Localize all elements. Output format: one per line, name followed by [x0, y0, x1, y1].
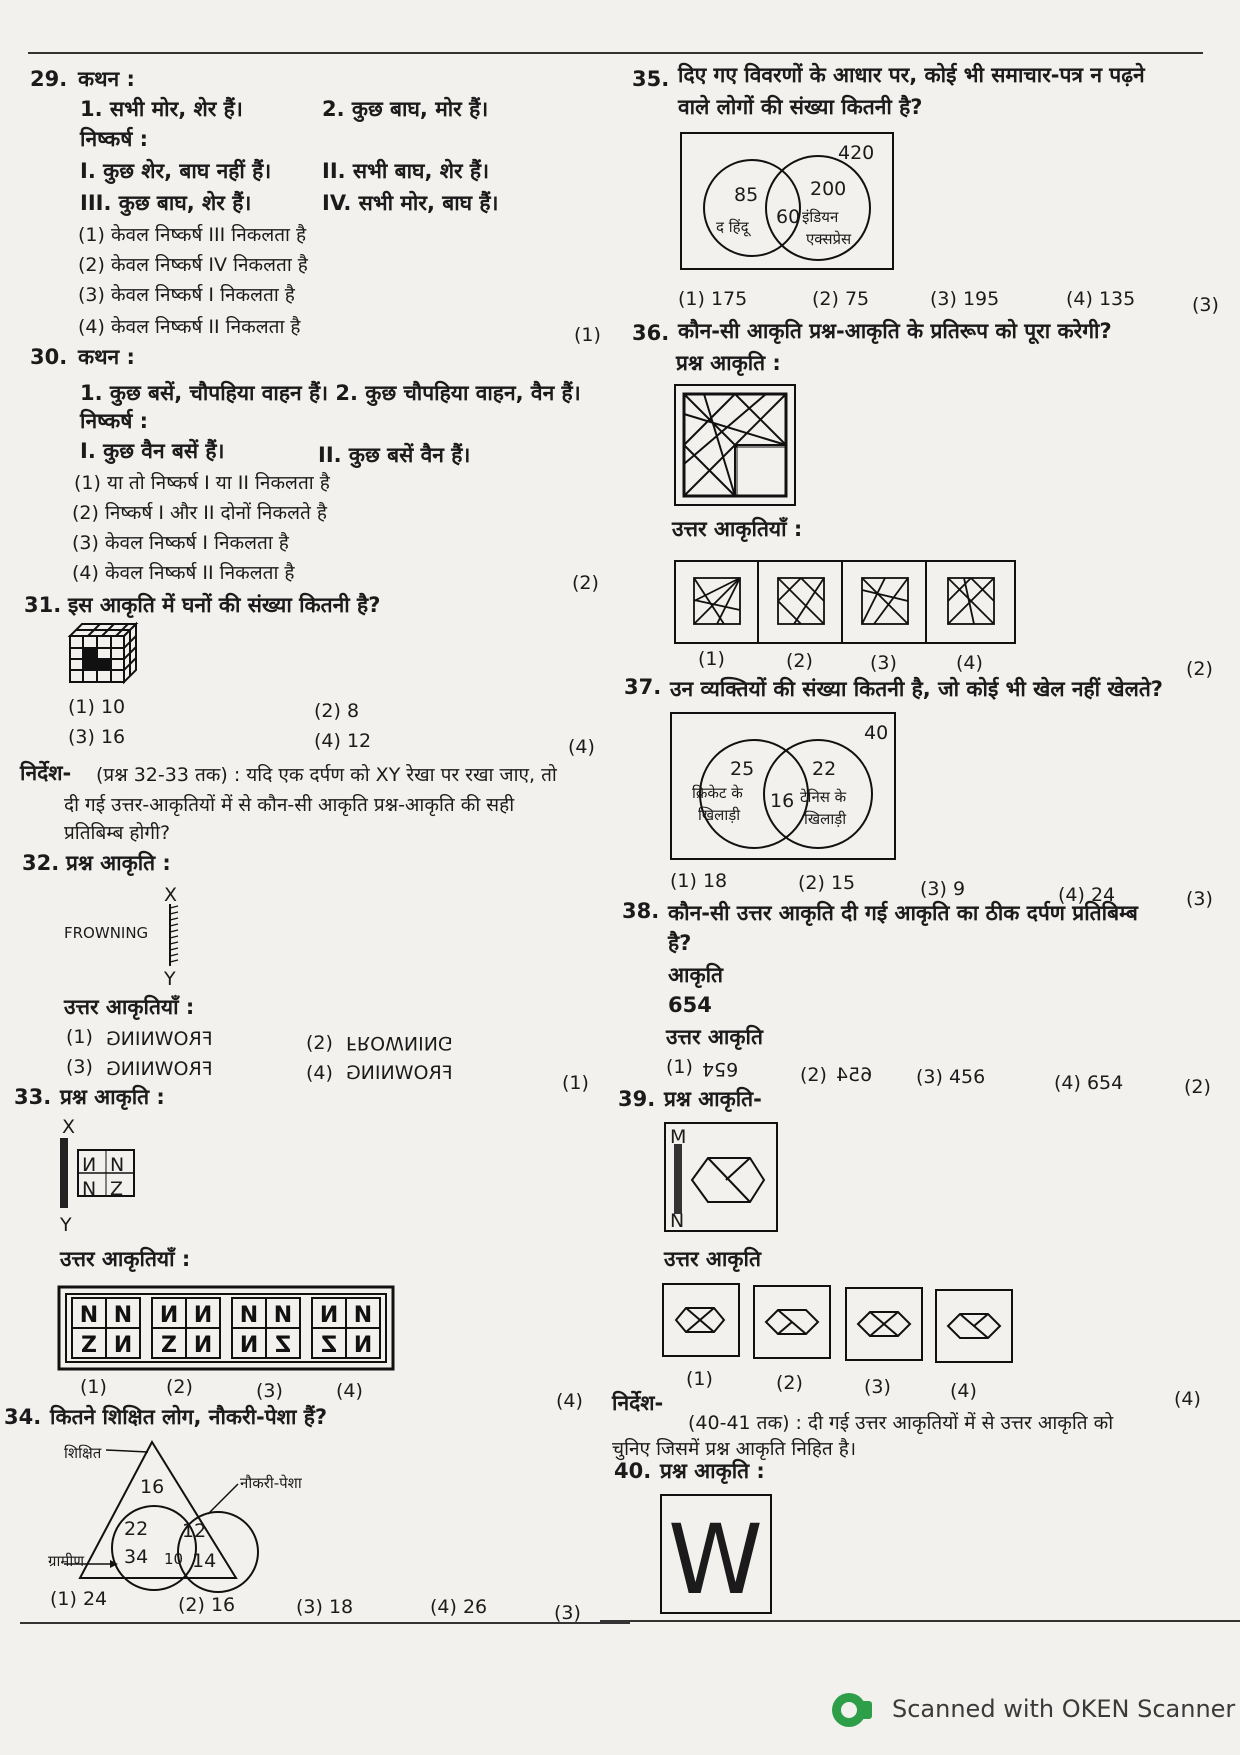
q33-bottom-left: N [82, 1178, 97, 1200]
q39-answer-heading: उत्तर आकृति [664, 1247, 761, 1271]
q39-label-4: (4) [950, 1380, 977, 1402]
q35-option-2: (2) 75 [812, 288, 870, 310]
direction40-lead: निर्देश- [612, 1391, 664, 1415]
q34-option-4: (4) 26 [430, 1596, 488, 1618]
q36-label-4: (4) [956, 652, 983, 674]
q36-answer-heading: उत्तर आकृतियाँ : [672, 517, 803, 541]
q32-mirror-y: Y [164, 968, 176, 990]
q39-mirror-m: M [670, 1126, 687, 1148]
q35-number: 35. [632, 67, 670, 91]
q35-option-3: (3) 195 [930, 288, 1000, 310]
q29-option-2: (2) केवल निष्कर्ष IV निकलता है [78, 254, 308, 276]
q40-number: 40. [614, 1459, 652, 1483]
q29-option-3: (3) केवल निष्कर्ष I निकलता है [78, 284, 295, 306]
q33-bottom-right: Z [110, 1178, 124, 1200]
q31-number: 31. [24, 593, 62, 617]
q37-value-a: 25 [730, 758, 755, 780]
q38-figure-heading: आकृति [668, 963, 723, 987]
q34-value-12: 12 [182, 1520, 207, 1542]
svg-text:Z: Z [275, 1333, 291, 1358]
svg-text:N: N [79, 1303, 99, 1328]
q34-question: कितने शिक्षित लोग, नौकरी-पेशा हैं? [50, 1405, 328, 1429]
q35-name-b-2: एक्सप्रेस [806, 230, 852, 248]
scanner-watermark: Scanned with OKEN Scanner [892, 1695, 1236, 1723]
q34-option-1: (1) 24 [50, 1588, 108, 1610]
svg-text:N: N [353, 1303, 373, 1328]
q36-figure-heading: प्रश्न आकृति : [676, 351, 781, 375]
q29-conclusion-heading: निष्कर्ष : [80, 127, 149, 151]
top-rule [28, 52, 1203, 54]
q33-label-3: (3) [256, 1380, 283, 1402]
q38-figure: 654 [668, 993, 712, 1017]
svg-text:N: N [193, 1333, 213, 1358]
svg-text:N: N [319, 1303, 339, 1328]
q34-label-educated: शिक्षित [64, 1444, 102, 1462]
q38-answer-heading: उत्तर आकृति [666, 1025, 763, 1049]
q35-total: 420 [838, 142, 875, 164]
q30-option-1: (1) या तो निष्कर्ष I या II निकलता है [74, 472, 330, 494]
q30-conclusion-2: II. कुछ बसें वैन हैं। [318, 443, 471, 467]
q33-mirror-x: X [62, 1116, 76, 1138]
direction-line-3: प्रतिबिम्ब होगी? [64, 822, 171, 844]
q30-conclusion-1: I. कुछ वैन बसें हैं। [80, 439, 225, 463]
q35-value-a: 85 [734, 184, 759, 206]
q29-conclusion-1: I. कुछ शेर, बाघ नहीं हैं। [80, 159, 272, 183]
q36-label-3: (3) [870, 652, 897, 674]
q34-option-2: (2) 16 [178, 1594, 236, 1616]
q32-option-3-number: (3) [66, 1056, 93, 1078]
q32-answer-heading: उत्तर आकृतियाँ : [64, 995, 195, 1019]
q33-top-left: N [82, 1154, 97, 1176]
q31-question: इस आकृति में घनों की संख्या कितनी है? [68, 593, 381, 617]
q32-answer: (1) [562, 1072, 589, 1094]
q32-word: FROWNING [64, 924, 149, 942]
q34-label-job: नौकरी-पेशा [240, 1474, 302, 1492]
q37-number: 37. [624, 675, 662, 699]
direction40-line-1: (40-41 तक) : दी गई उत्तर आकृतियों में से उत्तर आकृति को [688, 1412, 1114, 1434]
q38-option-1-number: (1) [666, 1056, 693, 1078]
q31-cube-figure [68, 622, 138, 684]
q34-value-14: 14 [192, 1550, 217, 1572]
q37-value-b: 22 [812, 758, 837, 780]
q36-label-1: (1) [698, 648, 725, 670]
direction40-line-2: चुनिए जिसमें प्रश्न आकृति निहित है। [612, 1438, 857, 1460]
svg-text:Z: Z [321, 1333, 337, 1358]
direction-line-2: दी गई उत्तर-आकृतियों में से कौन-सी आकृति प्रश्न-आकृति की सही [64, 794, 515, 816]
q35-answer: (3) [1192, 294, 1219, 316]
q33-label-4: (4) [336, 1380, 363, 1402]
q36-number: 36. [632, 321, 670, 345]
q34-value-22: 22 [124, 1518, 149, 1540]
q33-mirror-y: Y [60, 1214, 72, 1236]
q32-option-2-number: (2) [306, 1032, 333, 1054]
q37-value-mid: 16 [770, 790, 795, 812]
q32-question: प्रश्न आकृति : [66, 851, 171, 875]
bottom-rule-right [600, 1620, 1240, 1622]
q39-label-3: (3) [864, 1376, 891, 1398]
q39-label-2: (2) [776, 1372, 803, 1394]
q35-option-1: (1) 175 [678, 288, 748, 310]
q29-number: 29. [30, 67, 68, 91]
q36-answer: (2) [1186, 658, 1213, 680]
svg-text:N: N [113, 1303, 133, 1328]
q30-conclusion-heading: निष्कर्ष : [80, 409, 149, 433]
q37-option-1: (1) 18 [670, 870, 728, 892]
q36-question-figure [674, 384, 796, 506]
q37-question: उन व्यक्तियों की संख्या कितनी है, जो कोई भी खेल नहीं खेलते? [670, 677, 1163, 701]
q38-option-1: 654 [702, 1058, 739, 1080]
q38-number: 38. [622, 899, 660, 923]
q39-question: प्रश्न आकृति- [664, 1087, 762, 1111]
q40-question: प्रश्न आकृति : [660, 1459, 765, 1483]
q31-option-2: (2) 8 [314, 700, 360, 722]
q37-option-3: (3) 9 [920, 878, 966, 900]
q31-option-4: (4) 12 [314, 730, 372, 752]
q30-option-2: (2) निष्कर्ष I और II दोनों निकलते है [72, 502, 327, 524]
q38-answer: (2) [1184, 1076, 1211, 1098]
q37-answer: (3) [1186, 888, 1213, 910]
q33-answer: (4) [556, 1390, 583, 1412]
bottom-rule [20, 1622, 630, 1624]
q31-option-3: (3) 16 [68, 726, 126, 748]
q33-number: 33. [14, 1085, 52, 1109]
q35-name-b-1: इंडियन [802, 208, 839, 226]
q33-top-right: N [110, 1154, 125, 1176]
q29-conclusion-2: II. सभी बाघ, शेर हैं। [322, 159, 490, 183]
q32-mirror-x: X [164, 884, 178, 906]
q34-value-10: 10 [164, 1550, 184, 1568]
q29-conclusion-3: III. कुछ बाघ, शेर हैं। [80, 191, 252, 215]
q35-line-1: दिए गए विवरणों के आधार पर, कोई भी समाचार-पत्र न पढ़ने [678, 63, 1145, 87]
q36-label-2: (2) [786, 650, 813, 672]
q35-line-2: वाले लोगों की संख्या कितनी है? [678, 95, 923, 119]
q34-number: 34. [4, 1405, 42, 1429]
q35-option-4: (4) 135 [1066, 288, 1136, 310]
q32-option-2: FROWNING [346, 1032, 453, 1054]
q38-option-4: (4) 654 [1054, 1072, 1124, 1094]
q36-question: कौन-सी आकृति प्रश्न-आकृति के प्रतिरूप को पूरा करेगी? [678, 319, 1112, 343]
q29-statement-1: 1. सभी मोर, शेर हैं। [80, 97, 243, 121]
q37-name-b-2: खिलाड़ी [804, 810, 847, 828]
q29-conclusion-4: IV. सभी मोर, बाघ हैं। [322, 191, 499, 215]
q31-option-1: (1) 10 [68, 696, 126, 718]
q30-option-4: (4) केवल निष्कर्ष II निकलता है [72, 562, 295, 584]
q37-name-a-1: क्रिकेट के [692, 784, 743, 802]
q31-answer: (4) [568, 736, 595, 758]
q29-heading: कथन : [78, 67, 135, 91]
q39-answer-figures [662, 1282, 1014, 1364]
q34-label-rural: ग्रामीण [48, 1552, 85, 1570]
scanner-logo-mark-icon [858, 1701, 872, 1719]
q30-number: 30. [30, 345, 68, 369]
q34-value-16: 16 [140, 1476, 165, 1498]
svg-text:N: N [193, 1303, 213, 1328]
q30-heading: कथन : [78, 345, 135, 369]
svg-text:N: N [159, 1303, 179, 1328]
q29-answer: (1) [574, 324, 601, 346]
svg-text:N: N [239, 1333, 259, 1358]
q32-option-3: FROWNING [106, 1058, 213, 1080]
q34-option-3: (3) 18 [296, 1596, 354, 1618]
svg-text:N: N [239, 1303, 259, 1328]
q29-statement-2: 2. कुछ बाघ, मोर हैं। [322, 97, 489, 121]
q39-mirror-n: N [670, 1210, 685, 1232]
q33-answer-figures [58, 1286, 394, 1370]
q30-answer: (2) [572, 572, 599, 594]
q33-label-2: (2) [166, 1376, 193, 1398]
q35-name-a: द हिंदू [716, 218, 749, 236]
q37-name-b-1: टेनिस के [800, 788, 847, 806]
svg-text:N: N [113, 1333, 133, 1358]
q39-label-1: (1) [686, 1368, 713, 1390]
q29-option-4: (4) केवल निष्कर्ष II निकलता है [78, 316, 301, 338]
svg-text:N: N [353, 1333, 373, 1358]
q32-option-4: FROWNING [346, 1062, 453, 1084]
q29-option-1: (1) केवल निष्कर्ष III निकलता है [78, 224, 307, 246]
direction-line-1: (प्रश्न 32-33 तक) : यदि एक दर्पण को XY रेखा पर रखा जाए, तो [96, 764, 557, 786]
svg-text:N: N [273, 1303, 293, 1328]
direction-lead: निर्देश- [20, 761, 72, 785]
q33-label-1: (1) [80, 1376, 107, 1398]
q34-value-34: 34 [124, 1546, 149, 1568]
q35-value-b: 200 [810, 178, 847, 200]
q33-question-figure [60, 1138, 140, 1210]
q32-mirror-line [168, 904, 182, 966]
q32-option-1-number: (1) [66, 1026, 93, 1048]
q32-number: 32. [22, 851, 60, 875]
svg-text:Z: Z [161, 1333, 177, 1358]
svg-text:Z: Z [81, 1333, 97, 1358]
q32-option-4-number: (4) [306, 1062, 333, 1084]
q33-question: प्रश्न आकृति : [60, 1085, 165, 1109]
q34-answer: (3) [554, 1602, 581, 1624]
q32-option-1: FROWNING [106, 1028, 213, 1050]
q38-option-2-number: (2) [800, 1064, 827, 1086]
q37-option-2: (2) 15 [798, 872, 856, 894]
q38-line-2: है? [668, 931, 692, 955]
q39-number: 39. [618, 1087, 656, 1111]
q36-answer-figures [674, 560, 1016, 644]
q38-option-3: (3) 456 [916, 1066, 986, 1088]
q35-value-mid: 60 [776, 206, 801, 228]
q40-letter: W [668, 1504, 763, 1616]
q30-option-3: (3) केवल निष्कर्ष I निकलता है [72, 532, 289, 554]
q38-line-1: कौन-सी उत्तर आकृति दी गई आकृति का ठीक दर्पण प्रतिबिम्ब [668, 901, 1138, 925]
q38-option-2: 654 [836, 1064, 873, 1086]
q37-total: 40 [864, 722, 889, 744]
q30-statements: 1. कुछ बसें, चौपहिया वाहन हैं। 2. कुछ चौपहिया वाहन, वैन हैं। [80, 381, 581, 405]
q39-answer: (4) [1174, 1388, 1201, 1410]
q37-name-a-2: खिलाड़ी [698, 806, 741, 824]
q33-answer-heading: उत्तर आकृतियाँ : [60, 1247, 191, 1271]
q37-option-4: (4) 24 [1058, 884, 1116, 906]
